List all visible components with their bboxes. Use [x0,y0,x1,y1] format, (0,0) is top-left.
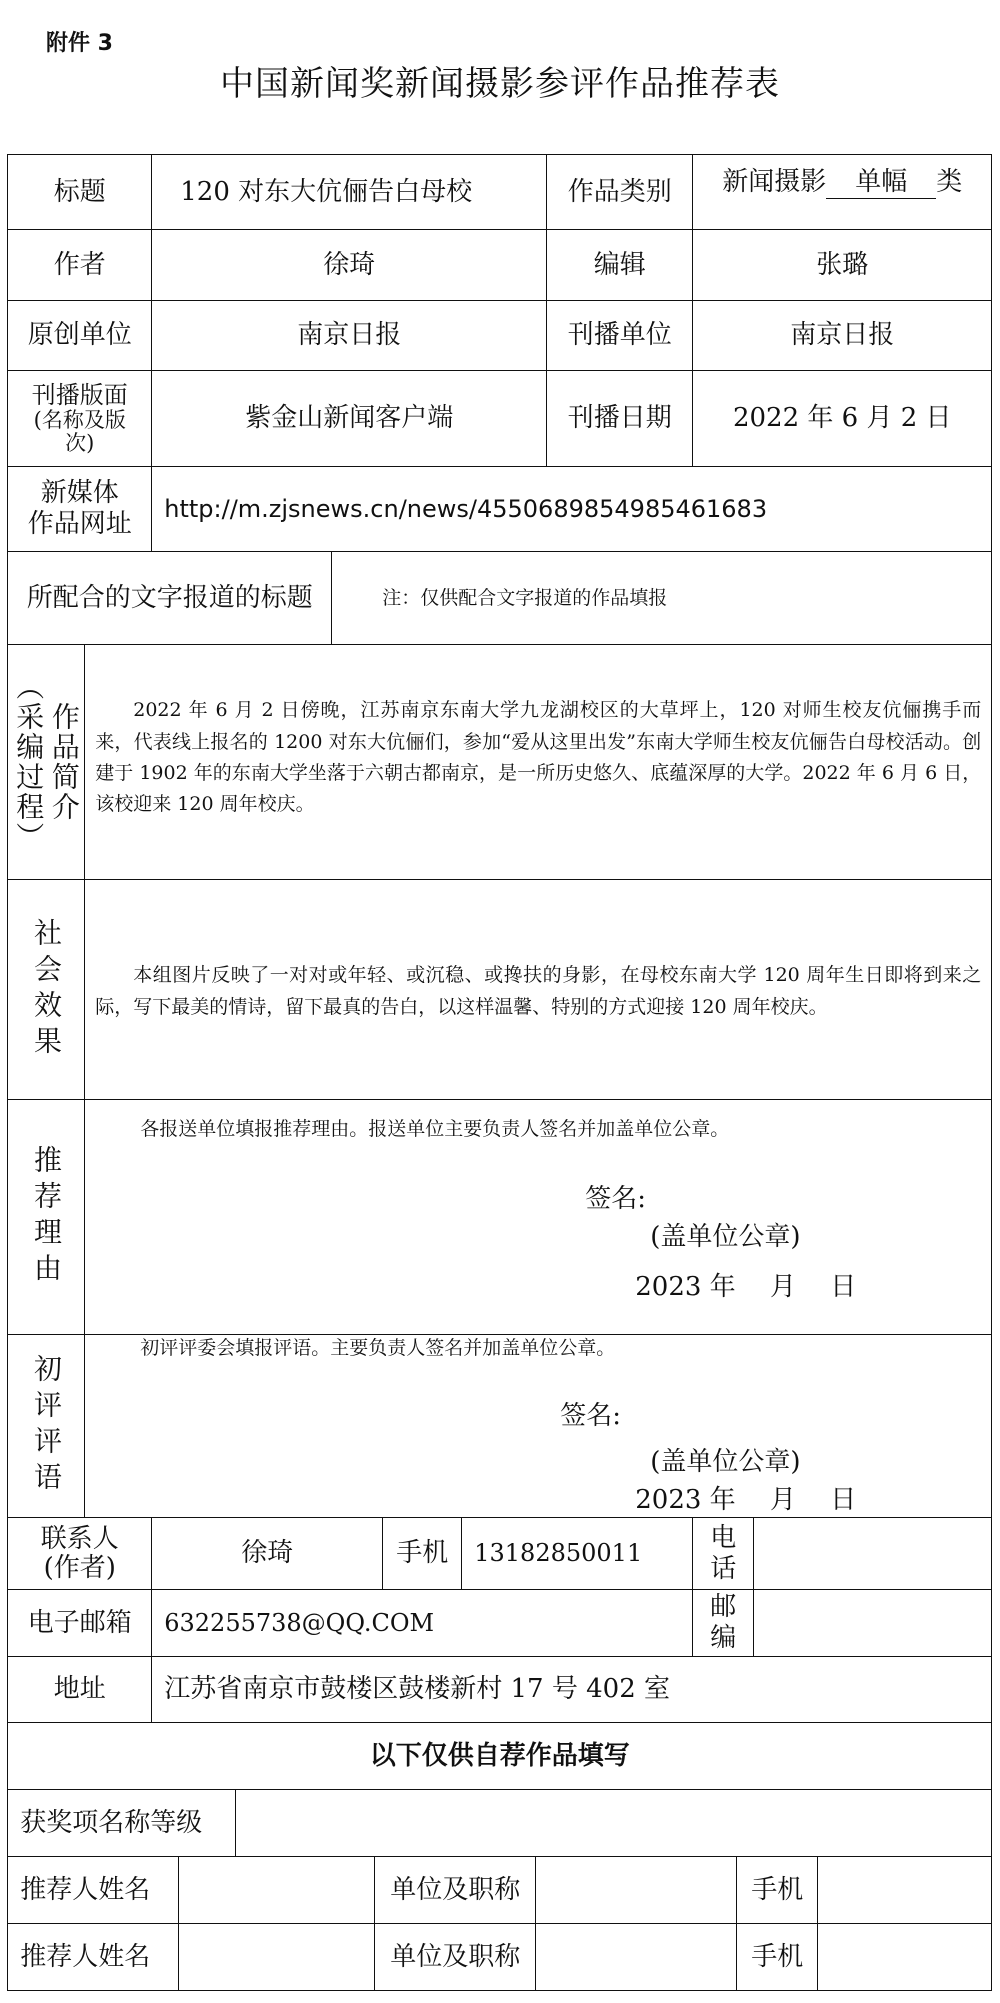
section-self-recommend: 以下仅供自荐作品填写 [7,1722,992,1790]
value-pub-unit: 南京日报 [692,300,992,371]
value-reason [84,1099,992,1335]
value-unit-title-1 [535,1856,737,1924]
value-email[interactable]: 632255738@QQ.COM [151,1589,693,1657]
review-note: 初评评委会填报评语。主要负责人签名并加盖单位公章。 [140,1337,616,1360]
label-page [7,370,152,467]
category-suffix: 类 [936,167,963,198]
value-unit-title-2 [535,1923,737,1991]
value-rec-mobile-1 [817,1856,992,1924]
label-editor: 编辑 [546,229,693,301]
label-unit-title-2: 单位及职称 [374,1923,536,1991]
label-orig-unit: 原创单位 [7,300,152,371]
value-mobile: 13182850011 [461,1517,693,1590]
annex-label: 附件 3 [46,31,113,56]
label-url [7,466,152,552]
label-url-line2: 作品网址 [27,509,132,540]
label-rec-mobile-2: 手机 [736,1923,818,1991]
reason-seal: (盖单位公章) [650,1222,801,1253]
value-effect [84,879,992,1100]
label-pub-unit: 刊播单位 [546,300,693,371]
label-author: 作者 [7,229,152,301]
value-recommender-1 [178,1856,375,1924]
label-page-line1: 刊播版面 [31,381,128,410]
label-award: 获奖项名称等级 [7,1789,236,1857]
label-effect [7,879,85,1100]
label-process [7,644,85,880]
effect-text: 本组图片反映了一对对或年轻、或沉稳、或搀扶的身影，在母校东南大学 120 周年生日即将到来之际，写下最美的情诗，留下最真的告白，以这样温馨、特别的方式迎接 120 周年校庆。 [95,964,982,1018]
label-contact-line2: (作者) [43,1552,116,1583]
label-process-cols [12,672,81,852]
label-recommender-2: 推荐人姓名 [7,1923,179,1991]
label-mobile: 手机 [382,1517,462,1590]
value-recommender-2 [178,1923,375,1991]
label-effect-text: 社会效果 [30,917,64,1062]
label-reason-text: 推荐理由 [30,1145,64,1290]
label-contact-line1: 联系人 [40,1524,119,1555]
category-fill: 单幅 [826,167,936,199]
label-reason [7,1099,85,1335]
value-phone [753,1517,992,1590]
reason-sign: 签名: [585,1184,647,1215]
label-phone: 电话 [692,1517,754,1590]
value-page: 紫金山新闻客户端 [151,370,547,467]
value-url[interactable]: http://m.zjsnews.cn/news/4550689854985461683 [151,466,992,552]
value-postcode [753,1589,992,1657]
value-editor: 张璐 [692,229,992,301]
label-url-line1: 新媒体 [40,478,119,509]
label-process-col2: （采编过程） [12,672,46,853]
value-address: 江苏省南京市鼓楼区鼓楼新村 17 号 402 室 [151,1656,992,1723]
label-rec-mobile-1: 手机 [736,1856,818,1924]
value-author: 徐琦 [151,229,547,301]
review-sign: 签名: [560,1401,622,1432]
value-rec-mobile-2 [817,1923,992,1991]
value-review [84,1334,992,1518]
value-process [84,644,992,880]
value-orig-unit: 南京日报 [151,300,547,371]
reason-note: 各报送单位填报推荐理由。报送单位主要负责人签名并加盖单位公章。 [140,1118,730,1141]
value-contact: 徐琦 [151,1517,383,1590]
related-note: 注：仅供配合文字报道的作品填报 [382,586,668,609]
value-headline: 120 对东大伉俪告白母校 [151,154,547,230]
label-recommender-1: 推荐人姓名 [7,1856,179,1924]
label-pub-date: 刊播日期 [546,370,693,467]
reason-date: 2023 年 月 日 [635,1272,857,1303]
label-category: 作品类别 [546,154,693,230]
value-category [692,154,992,230]
review-seal: (盖单位公章) [650,1447,801,1478]
category-prefix: 新闻摄影 [722,167,827,198]
label-review [7,1334,85,1518]
review-date: 2023 年 月 日 [635,1485,857,1516]
label-page-line2: (名称及版 [33,407,126,432]
label-related-title: 所配合的文字报道的标题 [7,551,332,645]
label-headline: 标题 [7,154,152,230]
value-pub-date: 2022 年 6 月 2 日 [692,370,992,467]
label-contact [7,1517,152,1590]
label-process-col1: 作品简介 [47,702,81,823]
label-email: 电子邮箱 [7,1589,152,1657]
label-page-line3: 次) [65,430,95,455]
page-title: 中国新闻奖新闻摄影参评作品推荐表 [220,64,780,104]
label-unit-title-1: 单位及职称 [374,1856,536,1924]
value-award [235,1789,992,1857]
process-text: 2022 年 6 月 2 日傍晚，江苏南京东南大学九龙湖校区的大草坪上，120 对师生校友伉俪携手而来，代表线上报名的 1200 对东大伉俪们，参加“爱从这里出发”东南大学师生校友伉俪告白母校活动。创建于 1902 年的东南大学坐落于六朝古都南京，是一所历史悠久、底蕴深厚的大学。2022 年 6 月 6 日，该校迎来 120 周年校庆。 [95,699,982,816]
label-postcode: 邮编 [692,1589,754,1657]
value-related-note [331,551,992,645]
label-address: 地址 [7,1656,152,1723]
label-review-text: 初评评语 [30,1354,64,1499]
